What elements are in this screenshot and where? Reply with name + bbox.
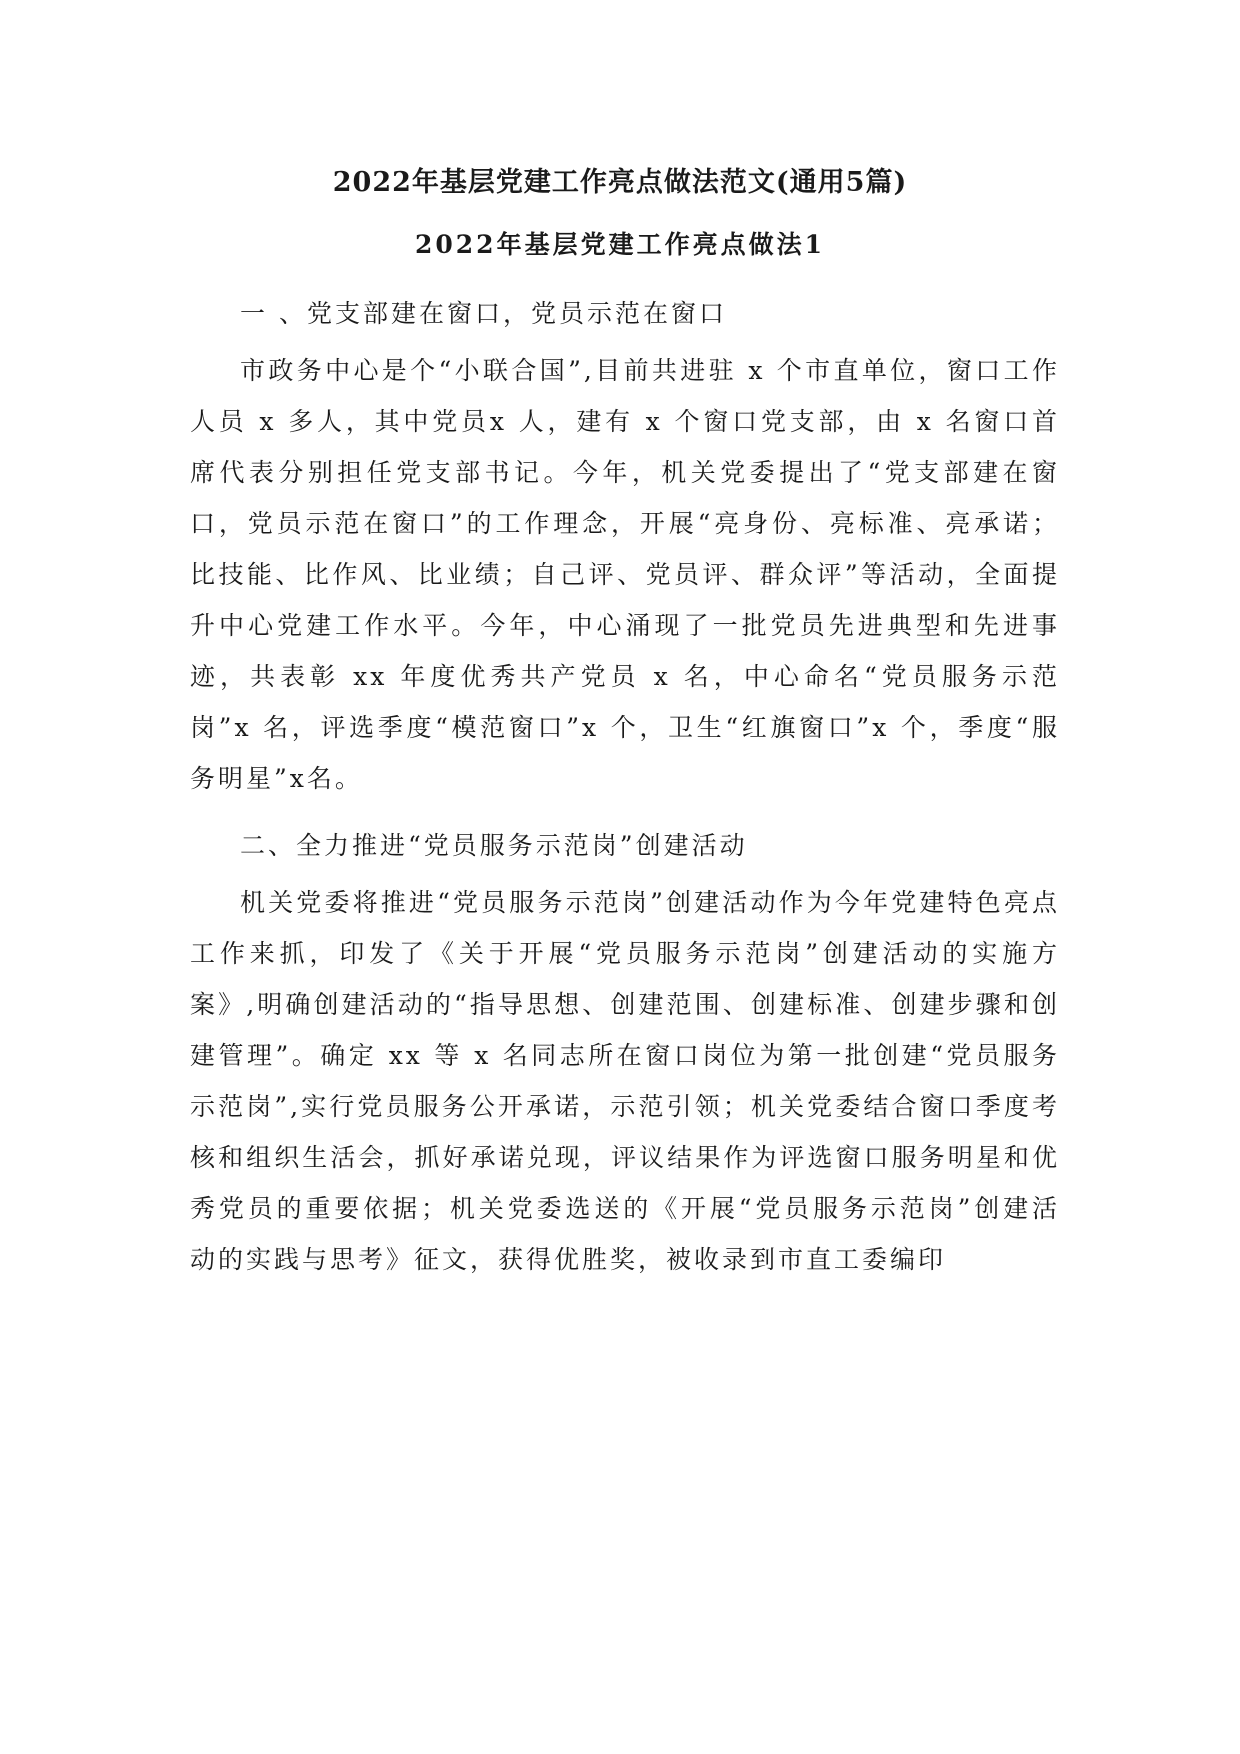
document-title: 2022年基层党建工作亮点做法范文(通用5篇) <box>332 167 908 198</box>
section-2-paragraph: 机关党委将推进“党员服务示范岗”创建活动作为今年党建特色亮点工作来抓，印发了《关于开展“党员服务示范岗”创建活动的实施方案》,明确创建活动的“指导思想、创建范围、创建标准、创建步骤和创建管理”。确定 xx 等 x 名同志所在窗口岗位为第一批创建“党员服务示范岗”,实行党员服务公开承诺，示范引领；机关党委结合窗口季度考核和组织生活会，抓好承诺兑现，评议结果作为评选窗口服务明星和优秀党员的重要依据；机关党委选送的《开展“党员服务示范岗”创建活动的实践与思考》征文，获得优胜奖，被收录到市直工委编印 <box>190 888 1060 1274</box>
section-1-heading: 一 、党支部建在窗口，党员示范在窗口 <box>240 299 727 328</box>
section-1-paragraph: 市政务中心是个“小联合国”,目前共进驻 x 个市直单位，窗口工作人员 x 多人，其中党员x 人，建有 x 个窗口党支部，由 x 名窗口首席代表分别担任党支部书记。今年，机关党委提出了“党支部建在窗口，党员示范在窗口”的工作理念，开展“亮身份、亮标准、亮承诺；比技能、比作风、比业绩；自己评、党员评、群众评”等活动，全面提升中心党建工作水平。今年，中心涌现了一批党员先进典型和先进事迹，共表彰 xx 年度优秀共产党员 x 名，中心命名“党员服务示范岗”x 名，评选季度“模范窗口”x 个，卫生“红旗窗口”x 个，季度“服务明星”x名。 <box>190 356 1060 793</box>
section-2-heading: 二、全力推进“党员服务示范岗”创建活动 <box>240 831 748 860</box>
document-body <box>190 288 1060 1285</box>
document-subtitle: 2022年基层党建工作亮点做法1 <box>415 230 825 259</box>
